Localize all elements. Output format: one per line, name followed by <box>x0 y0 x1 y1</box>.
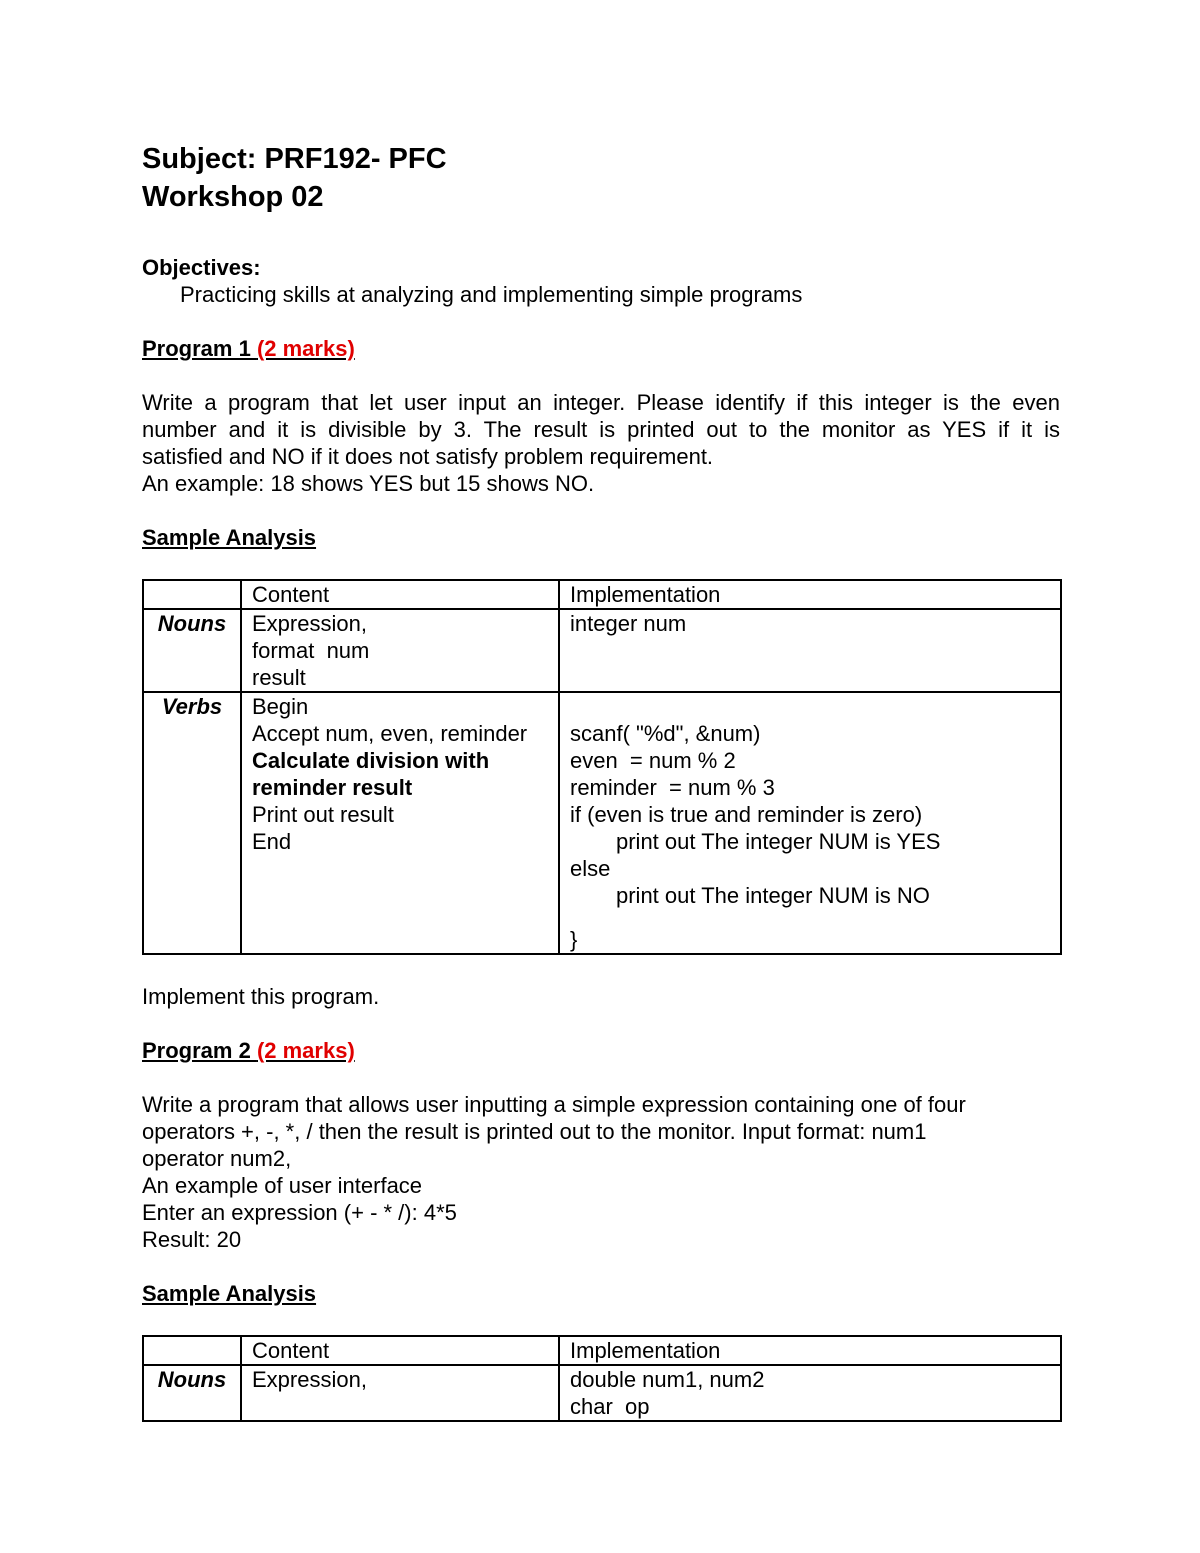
verbs-impl-line: reminder = num % 3 <box>570 775 775 800</box>
verbs-content-line: Accept num, even, reminder <box>252 721 528 746</box>
nouns-impl-cell <box>559 609 1061 692</box>
nouns-content-line: Expression, <box>252 1367 367 1392</box>
table-corner-cell <box>143 1336 241 1365</box>
objectives-label: Objectives: <box>142 255 261 280</box>
program1-desc-line: Write a program that let user input an integer. Please identify if this integer is the even <box>142 390 1060 415</box>
col-header-content: Content <box>241 580 559 609</box>
program2-description <box>142 1091 1060 1253</box>
table-row-nouns <box>143 609 1061 692</box>
program1-title: Program 1 <box>142 336 257 361</box>
nouns-content-line: Expression, <box>252 611 367 636</box>
nouns-content-cell <box>241 1365 559 1421</box>
verbs-content-line: Calculate division with <box>252 748 490 773</box>
row-label-nouns: Nouns <box>143 609 241 692</box>
verbs-impl-cell <box>559 692 1061 954</box>
table-corner-cell <box>143 580 241 609</box>
program1-desc-line: number and it is divisible by 3. The result is printed out to the monitor as YES if it is <box>142 417 1060 442</box>
row-label-nouns: Nouns <box>143 1365 241 1421</box>
nouns-impl-line: char op <box>570 1394 650 1419</box>
subject-title: Subject: PRF192- PFC <box>142 143 447 175</box>
program1-marks: (2 marks) <box>256 336 355 361</box>
program2-analysis-heading: Sample Analysis <box>142 1281 317 1306</box>
col-header-content: Content <box>241 1336 559 1365</box>
program1-heading <box>142 335 1060 362</box>
program1-analysis-table <box>142 579 1062 955</box>
col-header-implementation: Implementation <box>559 1336 1061 1365</box>
verbs-impl-line: even = num % 2 <box>570 748 736 773</box>
verbs-impl-line: else <box>570 856 611 881</box>
verbs-content-line: reminder result <box>252 775 413 800</box>
verbs-impl-line: scanf( "%d", &num) <box>570 721 761 746</box>
program2-title: Program 2 <box>142 1038 257 1063</box>
col-header-implementation: Implementation <box>559 580 1061 609</box>
program2-desc-line: Write a program that allows user inputting a simple expression containing one of four <box>142 1092 966 1117</box>
nouns-impl-line: double num1, num2 <box>570 1367 765 1392</box>
verbs-content-line: Print out result <box>252 802 394 827</box>
nouns-content-line: result <box>252 665 306 690</box>
program1-description <box>142 389 1060 497</box>
verbs-impl-line: print out The integer NUM is NO <box>616 883 930 908</box>
program1-desc-line: An example: 18 shows YES but 15 shows NO. <box>142 471 595 496</box>
table-row-verbs <box>143 692 1061 954</box>
verbs-content-line: End <box>252 829 292 854</box>
program2-analysis-table <box>142 1335 1062 1422</box>
program2-desc-line: operator num2, <box>142 1146 292 1171</box>
program2-marks: (2 marks) <box>256 1038 355 1063</box>
nouns-impl-cell <box>559 1365 1061 1421</box>
nouns-impl-line: integer num <box>570 611 687 636</box>
program1-analysis-heading: Sample Analysis <box>142 525 317 550</box>
program2-desc-line: Enter an expression (+ - * /): 4*5 <box>142 1200 457 1225</box>
nouns-content-line: format num <box>252 638 370 663</box>
table-header-row <box>143 580 1061 609</box>
program2-desc-line: An example of user interface <box>142 1173 423 1198</box>
program2-heading <box>142 1037 1060 1064</box>
objectives-text: Practicing skills at analyzing and implementing simple programs <box>180 282 803 307</box>
workshop-title: Workshop 02 <box>142 181 324 213</box>
program1-desc-line: satisfied and NO if it does not satisfy problem requirement. <box>142 444 714 469</box>
document-page <box>142 140 1060 1422</box>
table-header-row <box>143 1336 1061 1365</box>
verbs-impl-line: print out The integer NUM is YES <box>616 829 941 854</box>
nouns-content-cell <box>241 609 559 692</box>
program2-desc-line: Result: 20 <box>142 1227 242 1252</box>
verbs-content-line: Begin <box>252 694 309 719</box>
verbs-impl-line: if (even is true and reminder is zero) <box>570 802 923 827</box>
verbs-impl-line: } <box>570 927 578 952</box>
table-row-nouns <box>143 1365 1061 1421</box>
program2-desc-line: operators +, -, *, / then the result is printed out to the monitor. Input format: num1 <box>142 1119 927 1144</box>
row-label-verbs: Verbs <box>143 692 241 954</box>
verbs-content-cell <box>241 692 559 954</box>
program1-footer: Implement this program. <box>142 984 380 1009</box>
